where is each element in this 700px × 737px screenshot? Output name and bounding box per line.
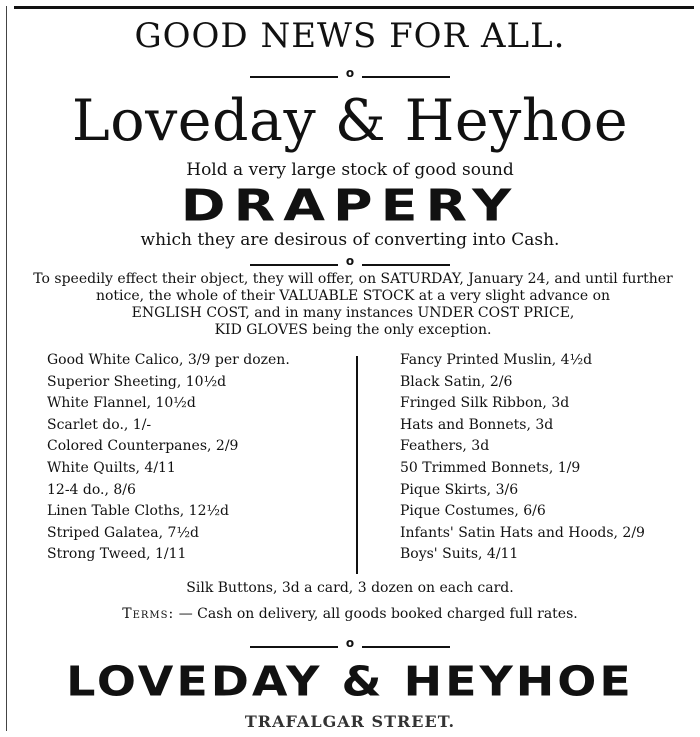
price-item: Pique Skirts, 3/6 xyxy=(400,481,519,498)
terms-text: — Cash on delivery, all goods booked charged full rates. xyxy=(178,606,578,622)
top-rule xyxy=(14,6,694,9)
column-divider xyxy=(356,356,358,574)
footer-company-name: LOVEDAY & HEYHOE xyxy=(66,656,634,706)
price-item: Superior Sheeting, 10½d xyxy=(47,373,227,390)
tagline-cash: which they are desirous of converting into Cash. xyxy=(140,230,560,250)
company-name: Loveday & Heyhoe xyxy=(71,88,629,154)
price-item: Fancy Printed Muslin, 4½d xyxy=(400,352,593,368)
notice-line: notice, the whole of their VALUABLE STOCK at a very slight advance on xyxy=(95,288,611,304)
price-list-right xyxy=(400,350,645,566)
notice-line: To speedily effect their object, they will offer, on SATURDAY, January 24, and until further xyxy=(33,271,673,287)
price-item: Black Satin, 2/6 xyxy=(400,373,513,390)
price-item: Colored Counterpanes, 2/9 xyxy=(47,438,239,455)
notice-line: KID GLOVES being the only exception. xyxy=(214,322,492,338)
price-item: Linen Table Cloths, 12½d xyxy=(47,503,230,520)
price-list-left xyxy=(47,350,290,566)
price-list xyxy=(0,350,700,580)
headline: GOOD NEWS FOR ALL. xyxy=(134,16,566,56)
price-item: Hats and Bonnets, 3d xyxy=(400,416,554,433)
price-item: 12-4 do., 8/6 xyxy=(47,481,136,498)
price-item: Pique Costumes, 6/6 xyxy=(400,503,546,520)
ornamental-divider xyxy=(0,66,700,82)
terms-label: Terms: xyxy=(122,606,175,622)
ornamental-divider xyxy=(0,636,700,652)
product-heading: DRAPERY xyxy=(180,180,520,231)
notice-line: ENGLISH COST, and in many instances UNDER COST PRICE, xyxy=(131,305,575,321)
ornamental-divider xyxy=(0,254,700,270)
price-item: White Flannel, 10½d xyxy=(47,395,196,412)
price-item: Boys' Suits, 4/11 xyxy=(400,546,519,563)
price-item: Infants' Satin Hats and Hoods, 2/9 xyxy=(400,524,645,541)
tagline-stock: Hold a very large stock of good sound xyxy=(186,160,514,180)
price-item: Strong Tweed, 1/11 xyxy=(47,546,187,563)
price-item: 50 Trimmed Bonnets, 1/9 xyxy=(400,459,581,476)
silk-buttons-offer: Silk Buttons, 3d a card, 3 dozen on each card. xyxy=(186,580,514,596)
divider-mark: o xyxy=(345,636,355,650)
terms-line xyxy=(0,606,700,622)
price-item: Striped Galatea, 7½d xyxy=(47,524,199,541)
price-item: Feathers, 3d xyxy=(400,438,490,455)
address: TRAFALGAR STREET. xyxy=(244,712,456,731)
divider-mark: o xyxy=(345,66,355,80)
price-item: Fringed Silk Ribbon, 3d xyxy=(400,395,570,412)
price-item: Good White Calico, 3/9 per dozen. xyxy=(47,352,290,368)
divider-mark: o xyxy=(345,254,355,268)
price-item: Scarlet do., 1/- xyxy=(47,416,152,433)
price-item: White Quilts, 4/11 xyxy=(47,459,176,476)
